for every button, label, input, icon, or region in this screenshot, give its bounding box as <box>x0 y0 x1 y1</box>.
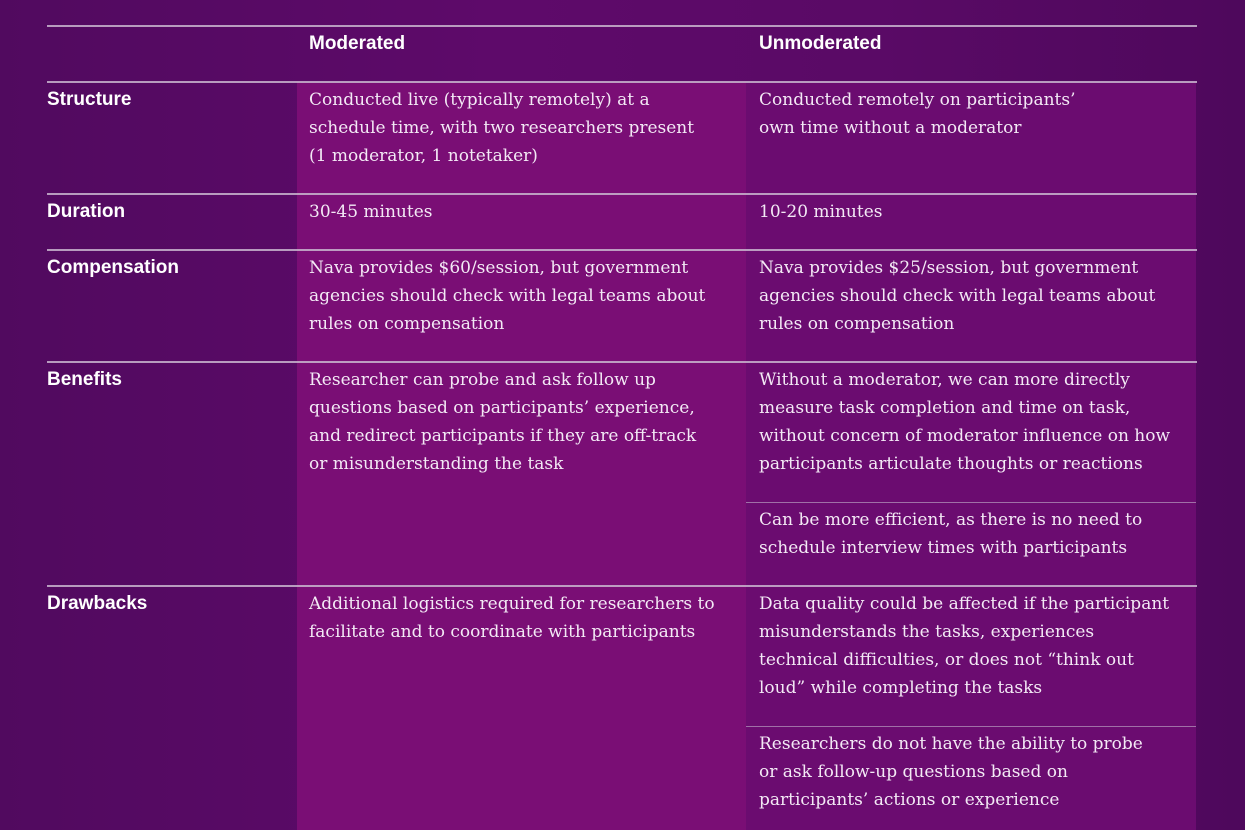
row-rule <box>47 585 1197 587</box>
sub-row-rule <box>746 502 1196 503</box>
benefits-unmoderated-cell: Can be more efficient, as there is no need to schedule interview times with participants <box>759 510 1143 558</box>
row-rule <box>47 361 1197 363</box>
row-label-duration: Duration <box>47 201 126 222</box>
structure-moderated-cell: Conducted live (typically remotely) at a schedule time, with two researchers present (1 moderator, 1 notetaker) <box>309 90 695 166</box>
row-label-drawbacks: Drawbacks <box>47 593 148 614</box>
drawbacks-unmoderated-cell: Researchers do not have the ability to probe or ask follow-up questions based on participants’ actions or experience <box>759 734 1143 810</box>
duration-unmoderated-cell: 10-20 minutes <box>759 202 883 222</box>
column-header-moderated: Moderated <box>309 33 406 54</box>
duration-moderated-cell: 30-45 minutes <box>309 202 433 222</box>
benefits-unmoderated-cell: Without a moderator, we can more directly measure task completion and time on task, without concern of moderator influence on how participants articulate thoughts or reactions <box>759 370 1171 474</box>
table-top-rule <box>47 25 1197 27</box>
benefits-moderated-cell: Researcher can probe and ask follow up questions based on participants’ experience, and redirect participants if they are off-track or misunderstanding the task <box>309 370 697 474</box>
compensation-moderated-cell: Nava provides $60/session, but government agencies should check with legal teams about rules on compensation <box>309 258 706 334</box>
column-header-unmoderated: Unmoderated <box>759 33 882 54</box>
row-rule <box>47 249 1197 251</box>
row-label-compensation: Compensation <box>47 257 179 278</box>
header-rule <box>47 81 1197 83</box>
drawbacks-unmoderated-cell: Data quality could be affected if the participant misunderstands the tasks, experiences technical difficulties, or does not “think out loud” while completing the tasks <box>759 594 1170 698</box>
compensation-unmoderated-cell: Nava provides $25/session, but government agencies should check with legal teams about rules on compensation <box>759 258 1156 334</box>
row-label-structure: Structure <box>47 89 132 110</box>
drawbacks-moderated-cell: Additional logistics required for researchers to facilitate and to coordinate with participants <box>309 594 715 642</box>
row-label-benefits: Benefits <box>47 369 122 390</box>
structure-unmoderated-cell: Conducted remotely on participants’ own time without a moderator <box>759 90 1076 138</box>
row-rule <box>47 193 1197 195</box>
sub-row-rule <box>746 726 1196 727</box>
